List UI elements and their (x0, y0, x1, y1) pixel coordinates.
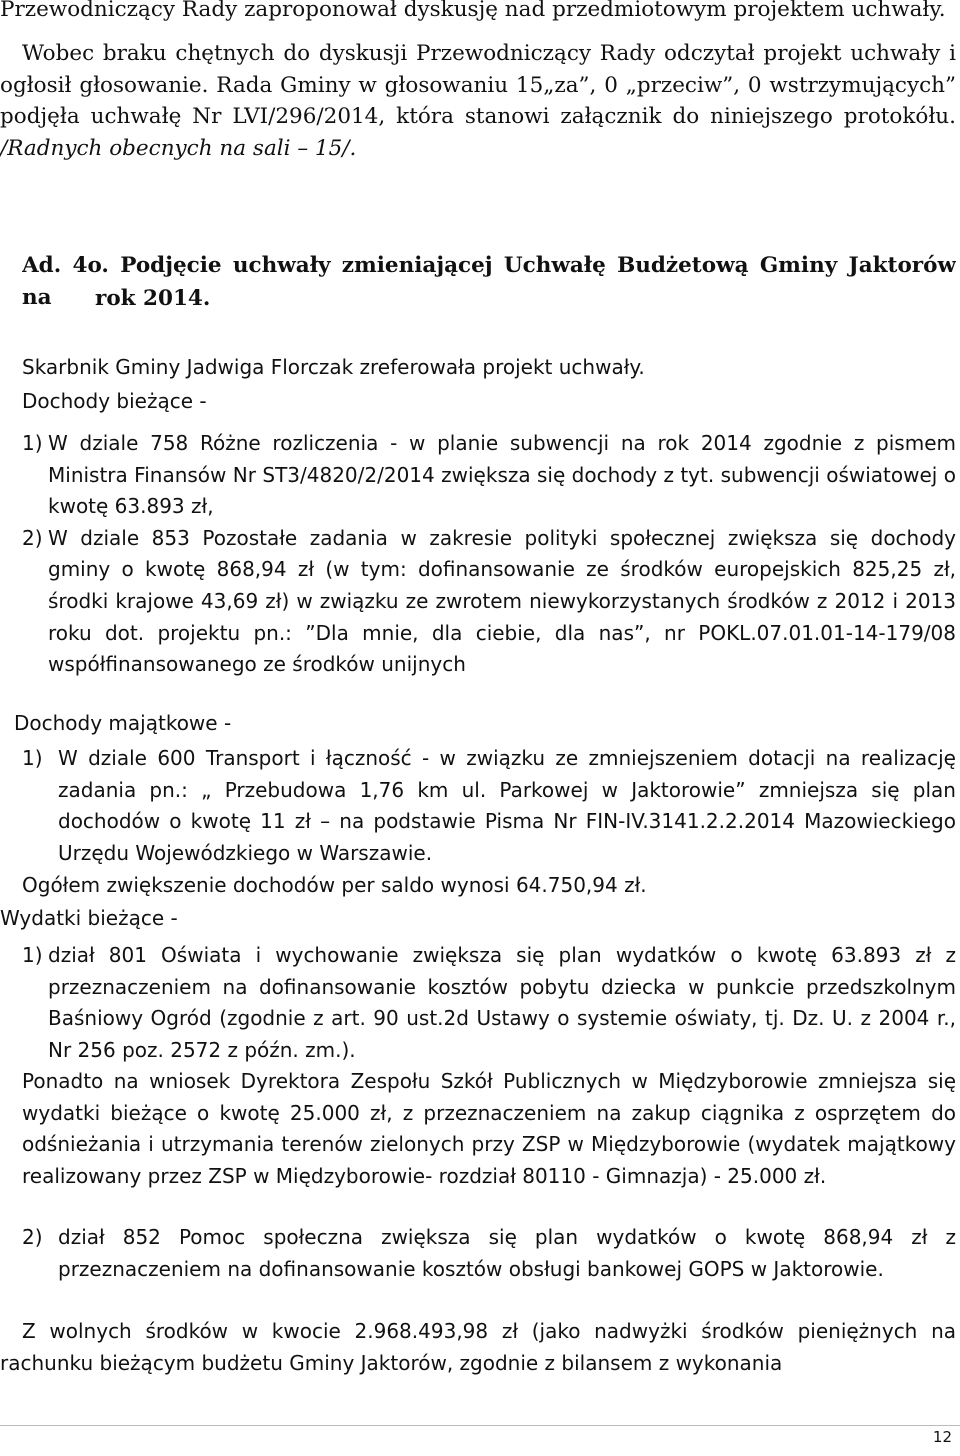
agenda-heading-line-2: rok 2014. (95, 286, 211, 311)
list-number: 1) (22, 746, 43, 770)
income-total: Ogółem zwiększenie dochodów per saldo wynosi 64.750,94 zł. (22, 873, 647, 897)
current-expenses-label: Wydatki bieżące - (0, 906, 178, 930)
list-number: 1) (22, 431, 43, 455)
list-number: 2) (22, 525, 43, 550)
current-income-label: Dochody bieżące - (22, 389, 207, 413)
intro-text: Wobec braku chętnych do dyskusji Przewodniczący Rady odczytał projekt uchwały i ogłosił głosowanie. Rada Gminy w głosowaniu 15„za”, 0 „przeciw”, 0 wstrzymujących” podjęła uchwałę Nr LVI/296/2014, która stanowi załącznik do niniejszego protokółu. (0, 41, 956, 130)
intro-paragraph-1: Przewodniczący Rady zaproponował dyskusję nad przedmiotowym projektem uchwały. (0, 0, 946, 22)
property-income-label: Dochody majątkowe - (14, 711, 232, 735)
list-item (22, 743, 956, 869)
list-number: 1) (22, 943, 43, 967)
list-text: W dziale 600 Transport i łączność - w związku ze zmniejszeniem dotacji na realizację zadania pn.: „ Przebudowa 1,76 km ul. Parkowej w Jaktorowie” zmniejsza się plan dochodów o kwotę 11 zł – na podstawie Pisma Nr FIN-IV.3141.2.2.2014 Mazowieckiego Urzędu Wojewódzkiego w Warszawie. (58, 746, 956, 865)
list-item (22, 1222, 956, 1285)
current-expenses-list-1 (22, 940, 956, 1066)
reduction-note: Ponadto na wniosek Dyrektora Zespołu Szkół Publicznych w Międzyborowie zmniejsza się wydatki bieżące o kwotę 25.000 zł, z przeznaczeniem na zakup ciągnika z osprzętem do odśnieżania i utrzymania terenów zielonych przy ZSP w Międzyborowie (wydatek majątkowy realizowany przez ZSP w Międzyborowie- rozdział 80110 - Gimnazja) - 25.000 zł. (22, 1069, 956, 1188)
list-item (22, 523, 956, 681)
list-item (22, 940, 956, 1066)
list-text: W dziale 853 Pozostałe zadania w zakresie polityki społecznej zwiększa się dochody gminy o kwotę 868,94 zł (w tym: dofinansowanie ze środków europejskich 825,25 zł, środki krajowe 43,69 zł) w związku ze zwrotem niewykorzystanych środków z 2012 i 2013 roku dot. projektu pn.: ”Dla mnie, dla ciebie, dla nas”, nr POKL.07.01.01-14-179/08 współfinansowanego ze środków unijnych (48, 525, 956, 677)
attendance-note: /Radnych obecnych na sali – 15/. (0, 135, 357, 161)
treasurer-statement: Skarbnik Gminy Jadwiga Florczak zreferowała projekt uchwały. (22, 355, 645, 379)
current-expenses-list-2 (22, 1222, 956, 1285)
list-text: W dziale 758 Różne rozliczenia - w planie subwencji na rok 2014 zgodnie z pismem Ministra Finansów Nr ST3/4820/2/2014 zwiększa się dochody z tyt. subwencji oświatowej o kwotę 63.893 zł, (48, 431, 956, 519)
page-number: 12 (932, 1428, 952, 1446)
intro-paragraph-2 (0, 38, 956, 164)
list-text: dział 801 Oświata i wychowanie zwiększa się plan wydatków o kwotę 63.893 zł z przeznaczeniem na dofinansowanie kosztów pobytu dziecka w punkcie przedszkolnym Baśniowy Ogród (zgodnie z art. 90 ust.2d Ustawy o systemie oświaty, tj. Dz. U. z 2004 r., Nr 256 poz. 2572 z późn. zm.). (48, 943, 956, 1062)
list-text: dział 852 Pomoc społeczna zwiększa się plan wydatków o kwotę 868,94 zł z przeznaczeniem na dofinansowanie kosztów obsługi bankowej GOPS w Jaktorowie. (58, 1225, 956, 1281)
closing-paragraph: Z wolnych środków w kwocie 2.968.493,98 zł (jako nadwyżki środków pieniężnych na rachunku bieżącym budżetu Gminy Jaktorów, zgodnie z bilansem z wykonania (0, 1319, 956, 1375)
current-income-list (22, 428, 956, 681)
property-income-list (22, 743, 956, 869)
agenda-heading-line-1: Ad. 4o. Podjęcie uchwały zmieniającej Uchwałę Budżetową Gminy Jaktorów na (22, 253, 956, 310)
list-number: 2) (22, 1225, 43, 1249)
footer-rule (0, 1425, 960, 1426)
list-item (22, 428, 956, 523)
